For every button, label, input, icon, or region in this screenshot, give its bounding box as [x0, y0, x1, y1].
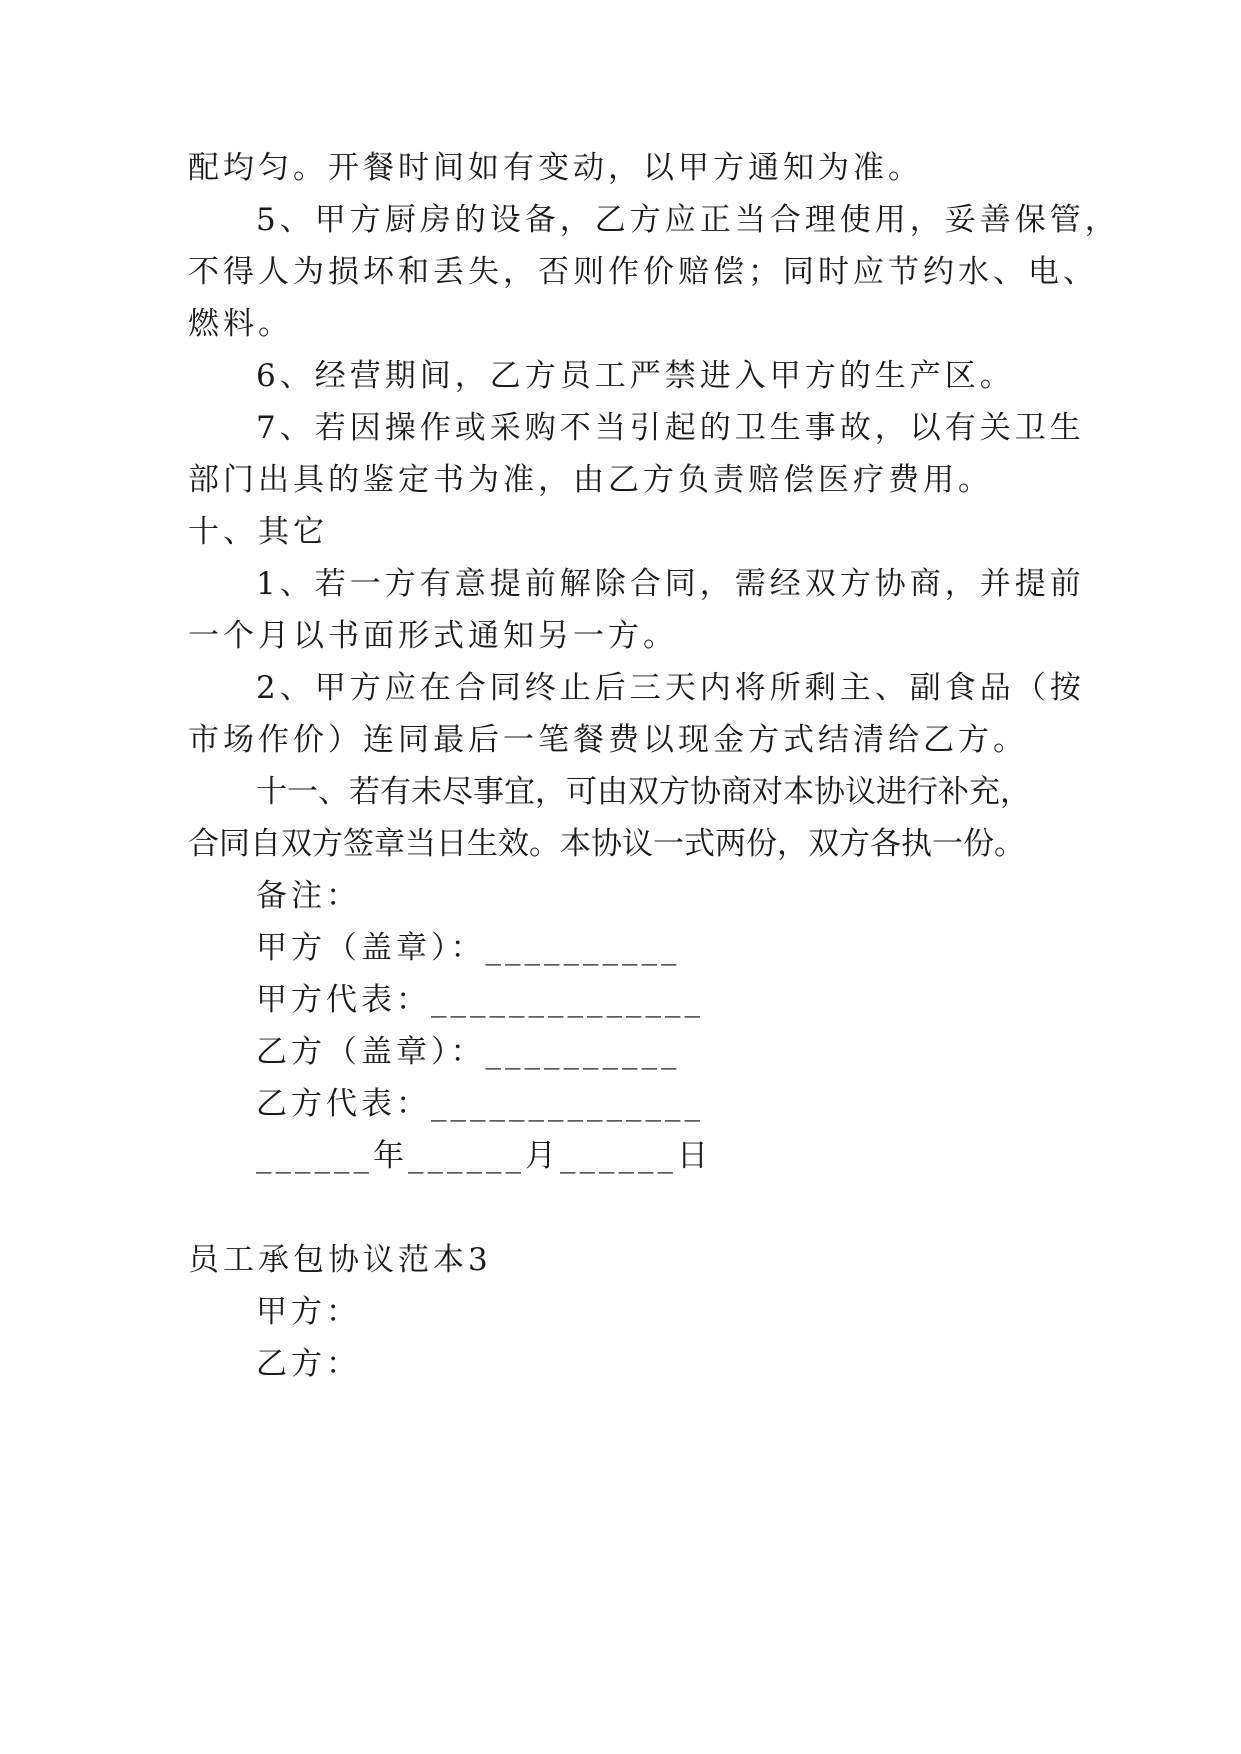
other-2-line-2: 市场作价）连同最后一笔餐费以现金方式结清给乙方。 — [188, 722, 1028, 758]
clause-5-line-3: 燃料。 — [188, 306, 293, 342]
party-a-representative-line: 甲方代表：______________ — [256, 982, 704, 1018]
party-b-seal-line: 乙方（盖章）：__________ — [256, 1034, 681, 1070]
remarks-label: 备注： — [256, 878, 361, 914]
date-line: ______年______月______日 — [256, 1138, 712, 1174]
section-11-line-1: 十一、若有未尽事宜，可由双方协商对本协议进行补充， — [256, 774, 1031, 810]
party-b-representative-line: 乙方代表：______________ — [256, 1086, 704, 1122]
section-heading-other: 十、其它 — [188, 514, 328, 550]
clause-5-line-1: 5、甲方厨房的设备，乙方应正当合理使用，妥善保管， — [256, 202, 1120, 238]
other-1-line-2: 一个月以书面形式通知另一方。 — [188, 618, 678, 654]
sample-title: 员工承包协议范本3 — [188, 1242, 492, 1278]
party-b-label: 乙方： — [256, 1346, 361, 1382]
clause-7-line-2: 部门出具的鉴定书为准，由乙方负责赔偿医疗费用。 — [188, 462, 993, 498]
clause-7-line-1: 7、若因操作或采购不当引起的卫生事故，以有关卫生 — [256, 410, 1085, 446]
paragraph-line: 配均匀。开餐时间如有变动，以甲方通知为准。 — [188, 150, 923, 186]
party-a-label: 甲方： — [256, 1294, 361, 1330]
party-a-seal-line: 甲方（盖章）：__________ — [256, 930, 681, 966]
other-2-line-1: 2、甲方应在合同终止后三天内将所剩主、副食品（按 — [256, 670, 1085, 706]
clause-5-line-2: 不得人为损坏和丢失，否则作价赔偿；同时应节约水、电、 — [188, 254, 1098, 290]
clause-6-line: 6、经营期间，乙方员工严禁进入甲方的生产区。 — [256, 358, 1015, 394]
other-1-line-1: 1、若一方有意提前解除合同，需经双方协商，并提前 — [256, 566, 1085, 602]
section-11-line-2: 合同自双方签章当日生效。本协议一式两份，双方各执一份。 — [188, 826, 1025, 862]
